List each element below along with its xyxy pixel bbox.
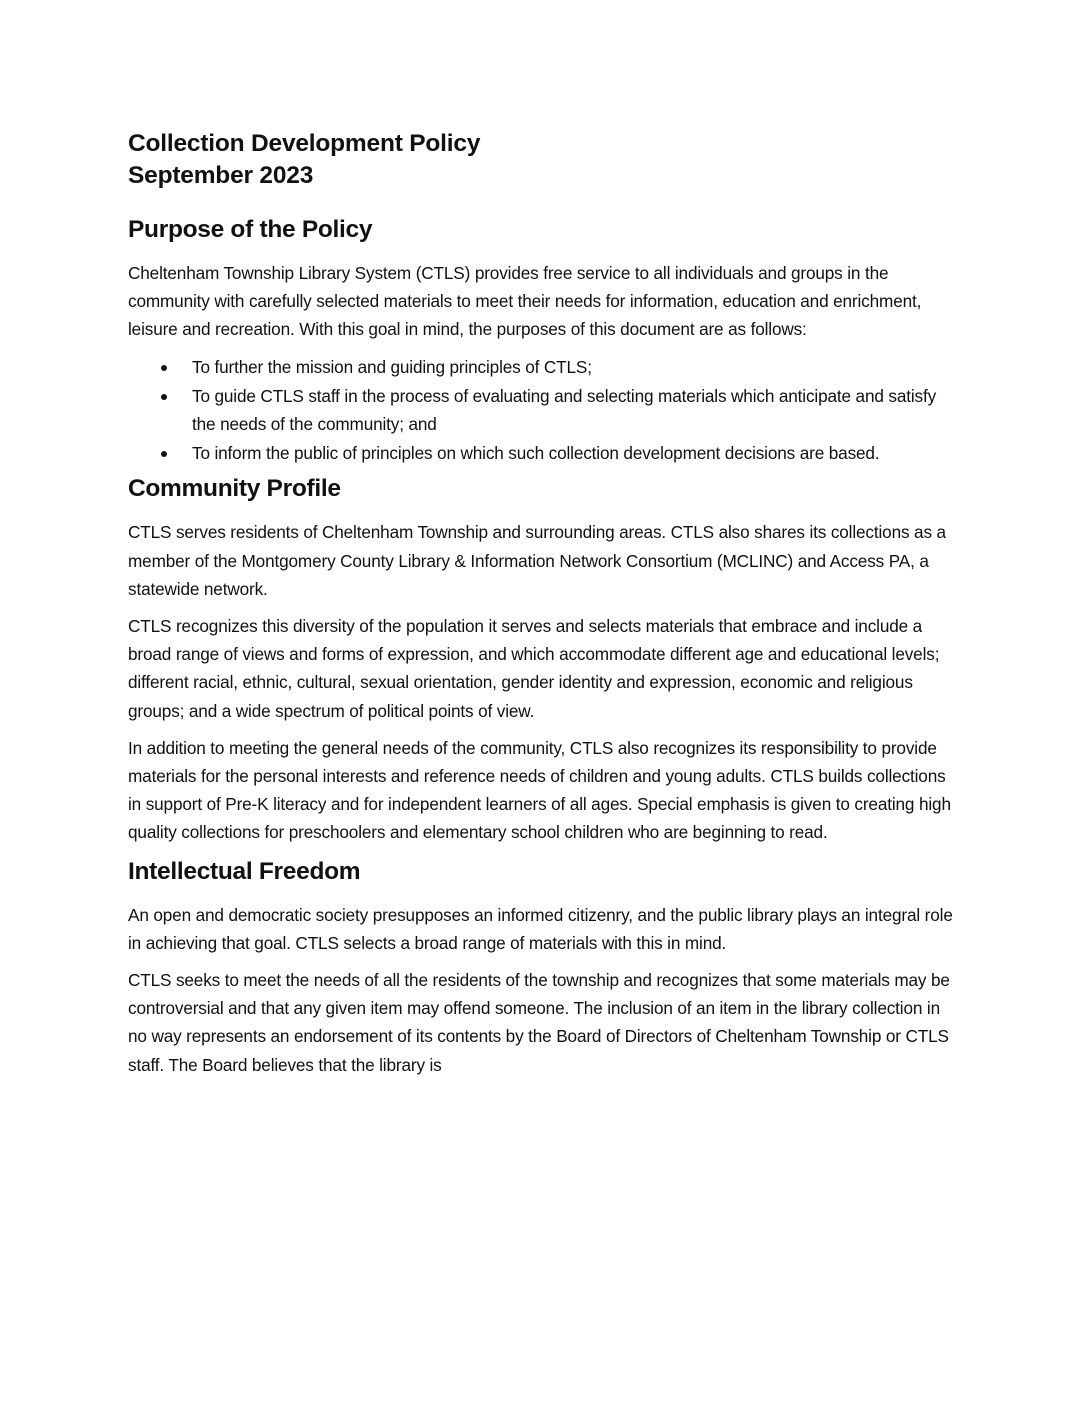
list-item — [128, 382, 960, 438]
section-intellectual-freedom — [128, 856, 960, 1079]
list-item — [128, 439, 960, 467]
list-item-text: To guide CTLS staff in the process of evaluating and selecting materials which anticipate and satisfy the needs of the community; and — [192, 385, 937, 435]
section-heading-purpose: Purpose of the Policy — [128, 216, 373, 243]
document-header — [128, 128, 960, 192]
document-title: Collection Development Policy — [128, 130, 481, 157]
freedom-paragraph: An open and democratic society presupposes an informed citizenry, and the public library plays an integral role in achieving that goal. CTLS selects a broad range of materials with this in mind. — [128, 904, 953, 953]
list-item-text: To further the mission and guiding principles of CTLS; — [192, 356, 592, 377]
list-item-text: To inform the public of principles on which such collection development decisions are based. — [192, 443, 880, 464]
freedom-paragraph: CTLS seeks to meet the needs of all the residents of the township and recognizes that some materials may be controversial and that any given item may offend someone. The inclusion of an item in the library collection in no way represents an endorsement of its contents by the Board of Directors of Cheltenham Township or CTLS staff. The Board believes that the library is — [128, 970, 950, 1075]
bullet-icon — [161, 451, 167, 457]
community-paragraph: CTLS recognizes this diversity of the population it serves and selects materials that embrace and include a broad range of views and forms of expression, and which accommodate different age and educational levels; different racial, ethnic, cultural, sexual orientation, gender identity and expression, economic and religious groups; and a wide spectrum of political points of view. — [128, 616, 940, 721]
community-paragraph: In addition to meeting the general needs of the community, CTLS also recognizes its responsibility to provide materials for the personal interests and reference needs of children and young adults. CTLS builds collections in support of Pre-K literacy and for independent learners of all ages. Special emphasis is given to creating high quality collections for preschoolers and elementary school children who are beginning to read. — [128, 737, 951, 843]
list-item — [128, 353, 960, 381]
purpose-paragraph: Cheltenham Township Library System (CTLS) provides free service to all individuals and groups in the community with carefully selected materials to meet their needs for information, education and enrichment, leisure and recreation. With this goal in mind, the purposes of this document are as follows: — [128, 263, 922, 340]
bullet-icon — [161, 365, 167, 371]
document-date: September 2023 — [128, 162, 314, 189]
purpose-bullet-list — [128, 353, 960, 468]
document-page — [128, 128, 960, 1088]
section-heading-community-profile: Community Profile — [128, 475, 341, 503]
community-paragraph: CTLS serves residents of Cheltenham Township and surrounding areas. CTLS also shares its collections as a member of the Montgomery County Library & Information Network Consortium (MCLINC) and Access PA, a statewide network. — [128, 522, 946, 599]
section-heading-intellectual-freedom: Intellectual Freedom — [128, 857, 361, 885]
section-purpose — [128, 214, 960, 467]
bullet-icon — [161, 394, 167, 400]
section-community-profile — [128, 473, 960, 846]
